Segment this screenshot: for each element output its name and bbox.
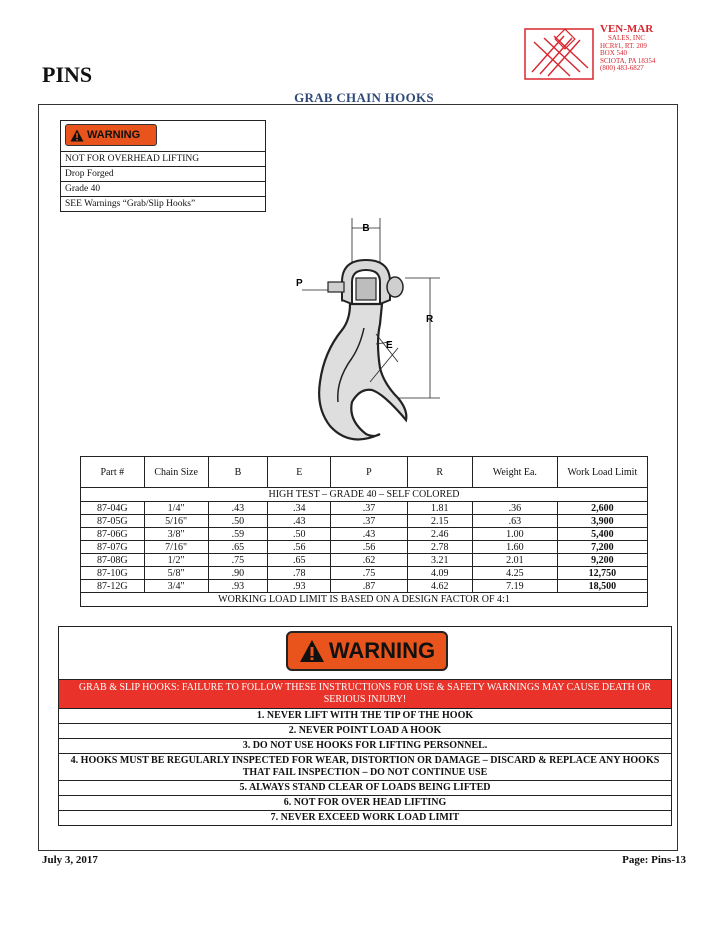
company-logo: [524, 20, 664, 82]
table-cell: 7.19: [472, 580, 557, 593]
table-cell: 87-08G: [81, 554, 145, 567]
table-cell: 3.21: [407, 554, 472, 567]
warning-badge-label: WARNING: [87, 129, 141, 141]
col-header: R: [407, 457, 472, 488]
table-cell: .43: [331, 528, 407, 541]
table-row: [81, 528, 648, 541]
dim-label-b: B: [362, 223, 370, 234]
col-header: Part #: [81, 457, 145, 488]
warning-banner: GRAB & SLIP HOOKS: FAILURE TO FOLLOW THESE INSTRUCTIONS FOR USE & SAFETY WARNINGS MAY CAUSE DEATH OR SERIOUS INJURY!: [59, 680, 671, 709]
col-header: P: [331, 457, 407, 488]
warning-item: 1. NEVER LIFT WITH THE TIP OF THE HOOK: [59, 709, 671, 724]
table-header-row: [81, 457, 648, 488]
dim-label-r: R: [426, 314, 434, 325]
logo-line: BOX 540: [600, 49, 628, 57]
table-footer-note: WORKING LOAD LIMIT IS BASED ON A DESIGN FACTOR OF 4:1: [81, 593, 648, 607]
warning-item: 6. NOT FOR OVER HEAD LIFTING: [59, 796, 671, 811]
table-cell: .37: [331, 502, 407, 515]
table-cell: 5/16": [144, 515, 208, 528]
table-cell: 4.62: [407, 580, 472, 593]
table-cell: .90: [208, 567, 268, 580]
table-cell: .65: [268, 554, 331, 567]
col-header: Chain Size: [144, 457, 208, 488]
table-cell: .87: [331, 580, 407, 593]
col-header: B: [208, 457, 268, 488]
table-row: [81, 554, 648, 567]
table-cell: .63: [472, 515, 557, 528]
table-cell: 2,600: [557, 502, 647, 515]
table-cell: .56: [268, 541, 331, 554]
footer-page-number: Page: Pins-13: [622, 854, 686, 866]
logo-line: SALES, INC: [608, 34, 645, 42]
table-cell: .75: [208, 554, 268, 567]
table-cell: .62: [331, 554, 407, 567]
large-warning-section: [58, 626, 672, 826]
small-warning-box: [60, 120, 266, 212]
table-row: [81, 541, 648, 554]
table-cell: 87-12G: [81, 580, 145, 593]
table-cell: .43: [268, 515, 331, 528]
table-subheader: HIGH TEST – GRADE 40 – SELF COLORED: [81, 488, 648, 502]
footer-date: July 3, 2017: [42, 854, 98, 866]
table-cell: .34: [268, 502, 331, 515]
table-cell: .65: [208, 541, 268, 554]
table-cell: .78: [268, 567, 331, 580]
logo-line: SCIOTA, PA 18354: [600, 56, 656, 65]
table-cell: 87-10G: [81, 567, 145, 580]
warning-badge-large-label: WARNING: [328, 638, 436, 663]
col-header: Work Load Limit: [557, 457, 647, 488]
col-header: E: [268, 457, 331, 488]
table-cell: .93: [268, 580, 331, 593]
table-cell: 87-07G: [81, 541, 145, 554]
table-cell: 87-06G: [81, 528, 145, 541]
table-cell: 87-05G: [81, 515, 145, 528]
table-cell: .93: [208, 580, 268, 593]
table-cell: 9,200: [557, 554, 647, 567]
logo-line: (800) 483-6827: [600, 64, 644, 72]
table-cell: 3,900: [557, 515, 647, 528]
warning-row: SEE Warnings “Grab/Slip Hooks”: [65, 199, 196, 209]
dim-label-p: P: [296, 278, 303, 289]
table-cell: .50: [208, 515, 268, 528]
warning-item: 2. NEVER POINT LOAD A HOOK: [59, 724, 671, 739]
table-cell: 2.46: [407, 528, 472, 541]
hook-specs-table: [80, 456, 648, 607]
table-cell: .59: [208, 528, 268, 541]
logo-line: HCR#1, RT. 209: [600, 41, 647, 50]
table-row: [81, 580, 648, 593]
table-cell: 5,400: [557, 528, 647, 541]
page-title: PINS: [42, 62, 93, 87]
table-cell: 2.15: [407, 515, 472, 528]
table-cell: .37: [331, 515, 407, 528]
warning-item: 5. ALWAYS STAND CLEAR OF LOADS BEING LIFTED: [59, 781, 671, 796]
table-cell: 4.25: [472, 567, 557, 580]
table-cell: 1/2": [144, 554, 208, 567]
logo-mark-icon: [524, 28, 594, 80]
warning-triangle-icon: [70, 129, 84, 142]
table-row: [81, 502, 648, 515]
table-row: [81, 567, 648, 580]
table-cell: 4.09: [407, 567, 472, 580]
grab-hook-diagram: [280, 212, 460, 452]
table-cell: 7/16": [144, 541, 208, 554]
dim-label-e: E: [386, 340, 393, 351]
table-row: [81, 515, 648, 528]
table-cell: 3/8": [144, 528, 208, 541]
warning-badge: [65, 124, 157, 146]
table-cell: .50: [268, 528, 331, 541]
col-header: Weight Ea.: [472, 457, 557, 488]
table-cell: 87-04G: [81, 502, 145, 515]
table-cell: .43: [208, 502, 268, 515]
table-cell: 1.81: [407, 502, 472, 515]
table-cell: .36: [472, 502, 557, 515]
table-cell: .75: [331, 567, 407, 580]
warning-item: 4. HOOKS MUST BE REGULARLY INSPECTED FOR WEAR, DISTORTION OR DAMAGE – DISCARD & REPLACE ANY HOOKS THAT FAIL INSPECTION – DO NOT CONTINUE USE: [59, 754, 671, 781]
warning-item: 3. DO NOT USE HOOKS FOR LIFTING PERSONNEL.: [59, 739, 671, 754]
table-cell: 7,200: [557, 541, 647, 554]
table-cell: 2.78: [407, 541, 472, 554]
table-cell: .56: [331, 541, 407, 554]
section-title: GRAB CHAIN HOOKS: [294, 90, 434, 105]
table-cell: 18,500: [557, 580, 647, 593]
warning-row: Grade 40: [61, 182, 265, 197]
table-cell: 5/8": [144, 567, 208, 580]
table-cell: 1.60: [472, 541, 557, 554]
logo-name: VEN-MAR: [600, 23, 654, 35]
warning-row: Drop Forged: [61, 167, 265, 182]
table-cell: 1/4": [144, 502, 208, 515]
table-cell: 1.00: [472, 528, 557, 541]
table-cell: 12,750: [557, 567, 647, 580]
warning-row: NOT FOR OVERHEAD LIFTING: [61, 152, 265, 167]
table-cell: 3/4": [144, 580, 208, 593]
warning-badge-large: [286, 631, 448, 671]
warning-item: 7. NEVER EXCEED WORK LOAD LIMIT: [270, 812, 460, 823]
warning-triangle-icon: [299, 639, 325, 663]
table-cell: 2.01: [472, 554, 557, 567]
